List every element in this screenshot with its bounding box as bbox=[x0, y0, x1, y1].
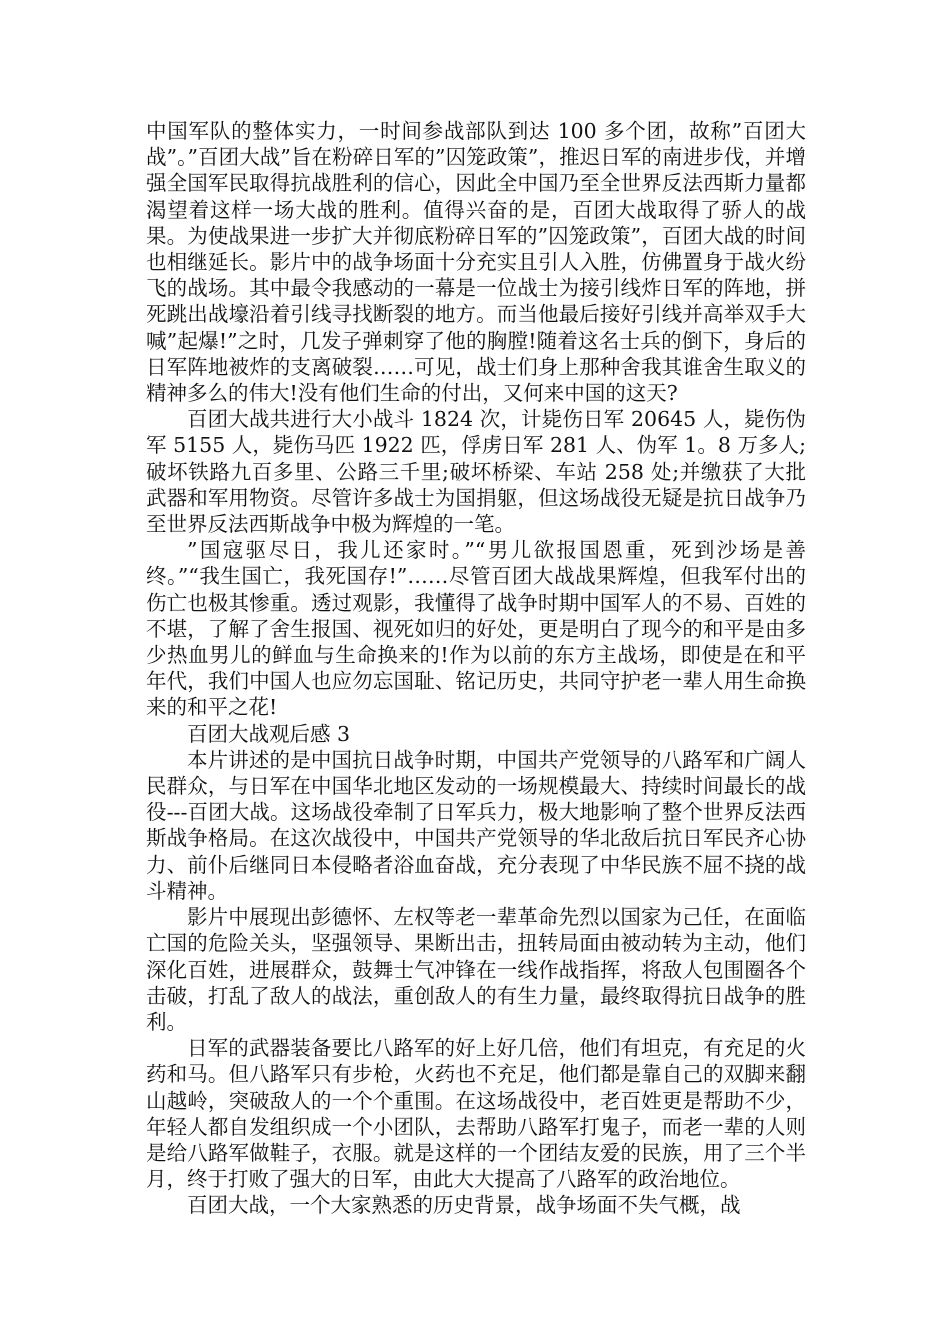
paragraph-4: 本片讲述的是中国抗日战争时期，中国共产党领导的八路军和广阔人民群众，与日军在中国华北地区发动的一场规模最大、持续时间最长的战役---百团大战。这场战役牵制了日军兵力，极大地影响了整个世界反法西斯战争格局。在这次战役中，中国共产党领导的华北敌后抗日军民齐心协力、前仆后继同日本侵略者浴血奋战，充分表现了中华民族不屈不挠的战斗精神。 bbox=[146, 747, 806, 903]
paragraph-7: 百团大战，一个大家熟悉的历史背景，战争场面不失气概，战 bbox=[187, 1193, 741, 1218]
paragraph-5: 影片中展现出彭德怀、左权等老一辈革命先烈以国家为己任，在面临亡国的危险关头，坚强领导、果断出击，扭转局面由被动转为主动，他们深化百姓，进展群众，鼓舞士气冲锋在一线作战指挥，将敌人包围圈各个击破，打乱了敌人的战法，重创敌人的有生力量，最终取得抗日战争的胜利。 bbox=[146, 905, 806, 1034]
paragraph-3: ”国寇驱尽日，我儿还家时。”“男儿欲报国恩重，死到沙场是善终。”“我生国亡，我死国存!”……尽管百团大战战果辉煌，但我军付出的伤亡也极其惨重。透过观影，我懂得了战争时期中国军人的不易、百姓的不堪，了解了舍生报国、视死如归的好处，更是明白了现今的和平是由多少热血男儿的鲜血与生命换来的!作为以前的东方主战场，即使是在和平年代，我们中国人也应勿忘国耻、铭记历史，共同守护老一辈人用生命换来的和平之花! bbox=[146, 538, 806, 720]
document-page bbox=[146, 118, 806, 1219]
paragraph-6: 日军的武器装备要比八路军的好上好几倍，他们有坦克，有充足的火药和马。但八路军只有步枪，火药也不充足，他们都是靠自己的双脚来翻山越岭，突破敌人的一个个重围。在这场战役中，老百姓更是帮助不少，年轻人都自发组织成一个小团队，去帮助八路军打鬼子，而老一辈的人则是给八路军做鞋子，衣服。就是这样的一个团结友爱的民族，用了三个半月，终于打败了强大的日军，由此大大提高了八路军的政治地位。 bbox=[146, 1036, 806, 1192]
paragraph-2: 百团大战共进行大小战斗 1824 次，计毙伤日军 20645 人，毙伤伪军 5155 人，毙伤马匹 1922 匹，俘虏日军 281 人、伪军 1。8 万多人;破坏铁路九百多里、公路三千里;破坏桥梁、车站 258 处;并缴获了大批武器和军用物资。尽管许多战士为国捐躯，但这场战役无疑是抗日战争乃至世界反法西斯战争中极为辉煌的一笔。 bbox=[146, 407, 806, 537]
section-heading: 百团大战观后感 3 bbox=[187, 721, 351, 746]
paragraph-1: 中国军队的整体实力，一时间参战部队到达 100 多个团，故称”百团大战”。”百团大战”旨在粉碎日军的”囚笼政策”，推迟日军的南进步伐，并增强全国军民取得抗战胜利的信心，因此全中国乃至全世界反法西斯力量都渴望着这样一场大战的胜利。值得兴奋的是，百团大战取得了骄人的战果。为使战果进一步扩大并彻底粉碎日军的”囚笼政策”，百团大战的时间也相继延长。影片中的战争场面十分充实且引人入胜，仿佛置身于战火纷飞的战场。其中最令我感动的一幕是一位战士为接引线炸日军的阵地，拼死跳出战壕沿着引线寻找断裂的地方。而当他最后接好引线并高举双手大喊”起爆!”之时，几发子弹刺穿了他的胸膛!随着这名士兵的倒下，身后的日军阵地被炸的支离破裂……可见，战士们身上那种舍我其谁舍生取义的精神多么的伟大!没有他们生命的付出，又何来中国的这天? bbox=[146, 119, 806, 406]
